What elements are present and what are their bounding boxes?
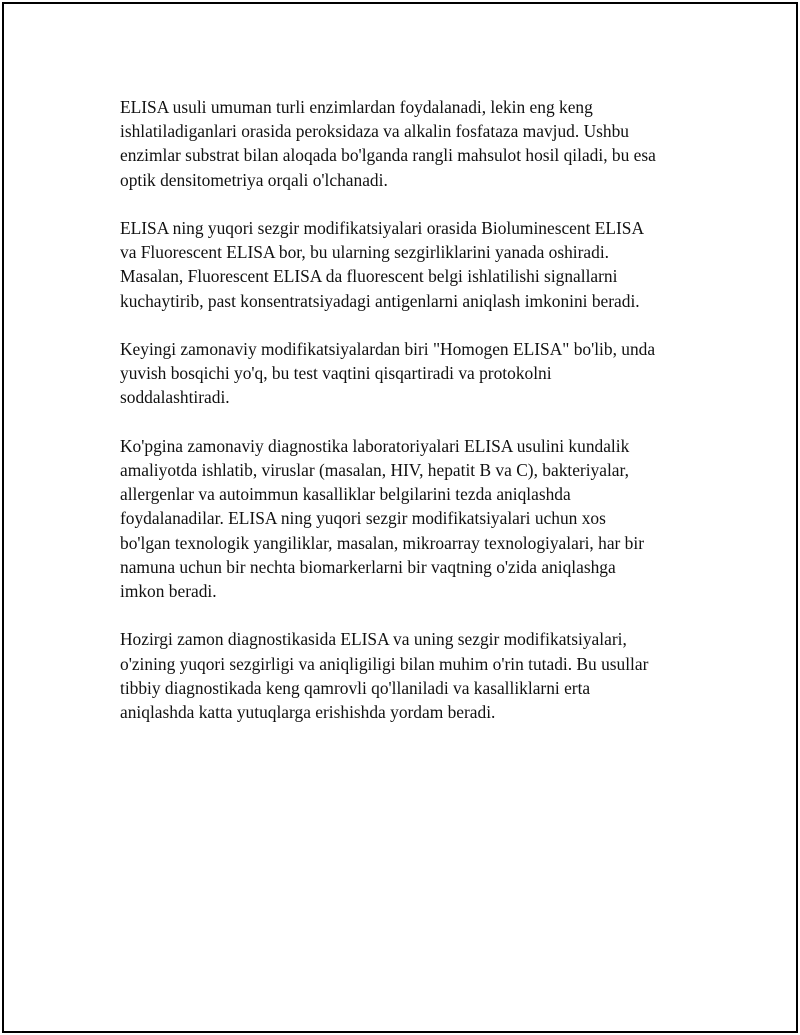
paragraph-1: ELISA usuli umuman turli enzimlardan foydalanadi, lekin eng keng ishlatiladiganlari orasida peroksidaza va alkalin fosfataza mavjud. Ushbu enzimlar substrat bilan aloqada bo'lganda rangli mahsulot hosil qiladi, bu esa optik densitometriya orqali o'lchanadi. <box>120 97 656 190</box>
paragraph-4: Ko'pgina zamonaviy diagnostika laboratoriyalari ELISA usulini kundalik amaliyotda ishlatib, viruslar (masalan, HIV, hepatit B va C), bakteriyalar, allergenlar va autoimmun kasalliklar belgilarini tezda aniqlashda foydalanadilar. ELISA ning yuqori sezgir modifikatsiyalari uchun xos bo'lgan texnologik yangiliklar, masalan, mikroarray texnologiyalari, har bir namuna uchun bir nechta biomarkerlarni bir vaqtning o'zida aniqlashga imkon beradi. <box>120 435 645 602</box>
paragraph-2: ELISA ning yuqori sezgir modifikatsiyalari orasida Bioluminescent ELISA va Fluorescent ELISA bor, bu ularning sezgirliklarini yanada oshiradi. Masalan, Fluorescent ELISA da fluorescent belgi ishlatilishi signallarni kuchaytirib, past konsentratsiyadagi antigenlarni aniqlash imkonini beradi. <box>120 218 645 311</box>
paragraph-3: Keyingi zamonaviy modifikatsiyalardan biri "Homogen ELISA" bo'lib, unda yuvish bosqichi yo'q, bu test vaqtini qisqartiradi va protokolni soddalashtiradi. <box>120 339 656 408</box>
document-page <box>2 2 798 1033</box>
document-body <box>120 95 700 748</box>
paragraph-5: Hozirgi zamon diagnostikasida ELISA va uning sezgir modifikatsiyalari, o'zining yuqori sezgirligi va aniqligiligi bilan muhim o'rin tutadi. Bu usullar tibbiy diagnostikada keng qamrovli qo'llaniladi va kasalliklarni erta aniqlashda katta yutuqlarga erishishda yordam beradi. <box>120 629 649 723</box>
